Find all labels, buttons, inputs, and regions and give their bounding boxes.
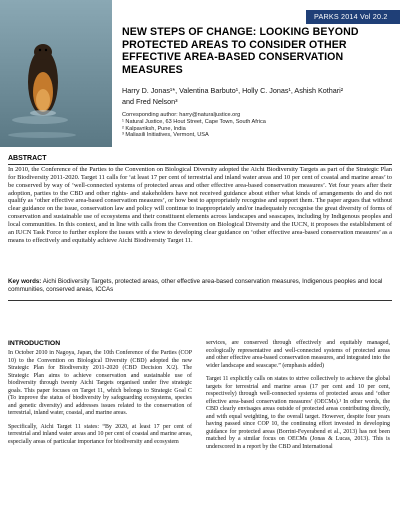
intro-paragraph-2: Specifically, Aichi Target 11 states: “By 2020, at least 17 per cent of terrestrial and inland water areas and 10 per cent of coastal and marine areas, especially areas of particular importance for biodiversity and ecosystem (8, 423, 192, 445)
introduction-heading: INTRODUCTION (8, 340, 61, 347)
authors-line-1: Harry D. Jonas¹*, Valentina Barbuto¹, Holly C. Jonas¹, Ashish Kothari² (122, 86, 344, 95)
body-column-left (8, 350, 192, 452)
intro-paragraph-1: In October 2010 in Nagoya, Japan, the 10th Conference of the Parties (COP 10) to the Convention on Biological Diversity (CBD) adopted the new Strategic Plan for Biodiversity 2011-2020 (CBD Decision X/2). The Strategic Plan aims to achieve conservation and sustainable use of biodiversity through twenty Aichi Targets organised under five strategic goals. This paper focuses on Target 11, which belongs to Strategic Goal C (To improve the status of biodiversity by safeguarding ecosystems, species and genetic diversity) and addresses issues related to the conservation of terrestrial, inland water, coastal, and marine areas. (8, 350, 192, 416)
affiliation-1: ¹ Natural Justice, 63 Hout Street, Cape Town, South Africa (122, 118, 266, 125)
cover-photo-otter (0, 0, 112, 147)
intro-paragraph-3: services, are conserved through effectively and equitably managed, ecologically representative and well-connected systems of protected areas and other effective area-based conservation measures, and integrated into the wider landscape and seascape.” (emphasis added) (206, 340, 390, 369)
journal-badge: PARKS 2014 Vol 20.2 (306, 10, 400, 24)
body-column-right (206, 340, 390, 457)
intro-paragraph-4: Target 11 explicitly calls on states to strive collectively to achieve the global targets for terrestrial and marine areas (17 per cent and 10 per cent, respectively) through well-connected systems of protected areas and ‘other effective area-based conservation measures’ (OECMs).¹ In other words, the CBD clearly envisages areas outside of protected areas contributing directly, and with equal weighting, to the overall target. However, despite four years having passed since COP 10, the continuing effort invested in developing guidance for protected areas (Borrini-Feyerabend et al., 2013) has not been matched by a similar focus on OECMs (Jonas & Lucas, 2013). This is underscored in a report by the CBD and International (206, 376, 390, 450)
otter-illustration (0, 0, 112, 147)
keywords-bottom-rule (8, 300, 392, 301)
abstract-top-rule (8, 164, 392, 165)
corresponding-author: Corresponding author: harry@naturaljustice.org (122, 112, 241, 118)
affiliation-2: ² Kalpavriksh, Pune, India (122, 125, 186, 132)
author-list (122, 86, 392, 107)
keywords (8, 278, 392, 294)
keywords-text: Aichi Biodiversity Targets, protected areas, other effective area-based conservation measures, Indigenous peoples and local communities, conserved areas, ICCAs (8, 278, 383, 293)
abstract-heading: ABSTRACT (8, 155, 47, 162)
authors-line-2: and Fred Nelson³ (122, 96, 178, 106)
article-title: NEW STEPS OF CHANGE: LOOKING BEYOND PROTECTED AREAS TO CONSIDER OTHER EFFECTIVE AREA-BASED CONSERVATION MEASURES (122, 26, 359, 76)
affiliations (122, 112, 392, 139)
keywords-label: Key words: (8, 278, 42, 285)
abstract-text: In 2010, the Conference of the Parties to the Convention on Biological Diversity adopted the Aichi Biodiversity Targets as part of the Strategic Plan for Biodiversity 2011-2020. Target 11 calls for ‘at least 17 per cent of terrestrial and inland water areas and 10 per cent of coastal and marine areas’ to be conserved by way of ‘well-connected systems of protected areas and other effective area-based conservation measures’. Yet four years after their adoption, parties to the CBD and other rights- and stakeholders have not received guidance about either what kinds of arrangements do and do not qualify as ‘other effective area-based conservation measures’, or how best to appropriately recognise and support them. The paper argues that without clear guidance on the issue, conservation law and policy will continue to inappropriately and/or inadequately recognise the great diversity of forms of conservation and sustainable use of ecosystems and their constituent elements across landscapes and seascapes, including by Indigenous peoples and local communities. In this context, and in line with calls from the Convention on Biological Diversity and the IUCN, it proposes the establishment of an IUCN Task Force to further explore the issues with a view to developing clear guidance on ‘other effective area-based conservation measures’ as a means to effectively and equitably achieve Aichi Biodiversity Target 11. (8, 166, 392, 244)
affiliation-3: ³ Maliasili Initiatives, Vermont, USA (122, 132, 209, 139)
